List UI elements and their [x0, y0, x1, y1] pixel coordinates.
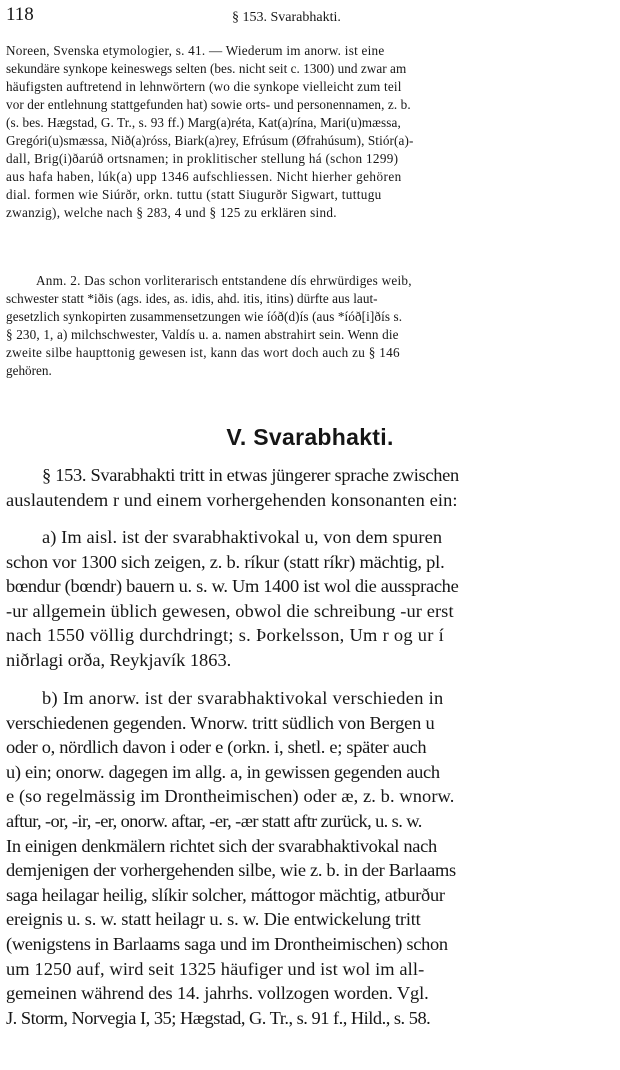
- text-line: schon vor 1300 sich zeigen, z. b. ríkur (statt ríkr) mächtig, pl.: [6, 551, 445, 572]
- text-line: oder o, nördlich davon i oder e (orkn. i, shetl. e; später auch: [6, 737, 427, 758]
- text-line: Noreen, Svenska etymologier, s. 41. — Wiederum im anorw. ist eine: [6, 43, 385, 58]
- text-line: zwanzig), welche nach § 283, 4 und § 125 zu erklären sind.: [6, 205, 337, 220]
- anmerkung-2: [6, 272, 600, 380]
- paragraph-a: [6, 525, 600, 673]
- text-line: um 1250 auf, wird seit 1325 häufiger und ist wol im all-: [6, 958, 425, 979]
- continuation-paragraph: [6, 42, 600, 222]
- text-line: bœndur (bœndr) bauern u. s. w. Um 1400 ist wol die aussprache: [6, 576, 459, 597]
- text-line: (wenigstens in Barlaams saga und im Drontheimischen) schon: [6, 933, 448, 954]
- text-line: b) Im anorw. ist der svarabhaktivokal verschieden in: [42, 688, 444, 708]
- text-line: gemeinen während des 14. jahrhs. vollzogen worden. Vgl.: [6, 983, 429, 1004]
- text-line: (s. bes. Hægstad, G. Tr., s. 93 ff.) Marg(a)réta, Kat(a)rína, Mari(u)mæssa,: [6, 115, 401, 130]
- section-heading: V. Svarabhakti.: [226, 424, 394, 450]
- text-line: J. Storm, Norvegia I, 35; Hægstad, G. Tr., s. 91 f., Hild., s. 58.: [6, 1007, 431, 1028]
- text-line: zweite silbe haupttonig gewesen ist, kann das wort doch auch zu § 146: [6, 345, 400, 360]
- text-line: § 153. Svarabhakti tritt in etwas jüngerer sprache zwischen: [42, 465, 459, 485]
- text-line: Anm. 2. Das schon vorliterarisch entstandene dís ehrwürdiges weib,: [36, 273, 412, 288]
- paragraph-153: [6, 463, 600, 512]
- text-line: häufigsten auftretend in lehnwörtern (wo die synkope vielleicht zum teil: [6, 79, 402, 94]
- text-line: -ur allgemein üblich gewesen, obwol die schreibung -ur erst: [6, 600, 454, 621]
- text-line: nach 1550 völlig durchdringt; s. Þorkelsson, Um r og ur í: [6, 625, 445, 646]
- text-line: u) ein; onorw. dagegen im allg. a, in gewissen gegenden auch: [6, 761, 440, 782]
- text-line: gesetzlich synkopirten zusammensetzungen wie íóð(d)ís (aus *íóð[i]ðís s.: [6, 309, 403, 324]
- text-line: sekundäre synkope keineswegs selten (bes. nicht seit c. 1300) und zwar am: [6, 61, 407, 76]
- text-line: demjenigen der vorhergehenden silbe, wie z. b. in der Barlaams: [6, 860, 456, 881]
- text-line: vor der entlehnung stattgefunden hat) sowie orts- und personennamen, z. b.: [6, 97, 411, 112]
- running-head: § 153. Svarabhakti.: [232, 10, 341, 25]
- text-line: aftur, -or, -ir, -er, onorw. aftar, -er, -ær statt aftr zurück, u. s. w.: [6, 810, 422, 831]
- text-line: ereignis u. s. w. statt heilagr u. s. w. Die entwickelung tritt: [6, 909, 421, 930]
- text-line: In einigen denkmälern richtet sich der svarabhaktivokal nach: [6, 835, 437, 856]
- text-line: e (so regelmässig im Drontheimischen) oder æ, z. b. wnorw.: [6, 786, 455, 807]
- text-line: schwester statt *iðis (ags. ides, as. idis, ahd. itis, itins) dürfte aus laut-: [6, 291, 378, 306]
- page-header: [6, 4, 610, 30]
- text-line: § 230, 1, a) milchschwester, Valdís u. a. namen abstrahirt sein. Wenn die: [6, 327, 399, 342]
- text-line: Gregóri(u)smæssa, Nið(a)róss, Biark(a)rey, Efrúsum (Øfrahúsum), Stiór(a)-: [6, 133, 414, 148]
- page-number: 118: [6, 4, 34, 25]
- text-line: niðrlagi orða, Reykjavík 1863.: [6, 649, 232, 670]
- paragraph-b: [6, 686, 600, 1030]
- text-line: aus hafa haben, lúk(a) upp 1346 aufschliessen. Nicht hierher gehören: [6, 169, 402, 184]
- text-line: dall, Brig(i)ðarúð ortsnamen; in proklitischer stellung há (schon 1299): [6, 151, 399, 166]
- text-line: verschiedenen gegenden. Wnorw. tritt südlich von Bergen u: [6, 712, 435, 733]
- text-line: gehören.: [6, 363, 52, 378]
- text-line: auslautendem r und einem vorhergehenden konsonanten ein:: [6, 489, 458, 510]
- text-line: a) Im aisl. ist der svarabhaktivokal u, von dem spuren: [42, 527, 443, 547]
- text-line: dial. formen wie Siúrðr, orkn. tuttu (statt Siugurðr Sigwart, tuttugu: [6, 187, 382, 202]
- text-line: saga heilagar heilig, slíkir solcher, máttogor mächtig, atburður: [6, 884, 445, 905]
